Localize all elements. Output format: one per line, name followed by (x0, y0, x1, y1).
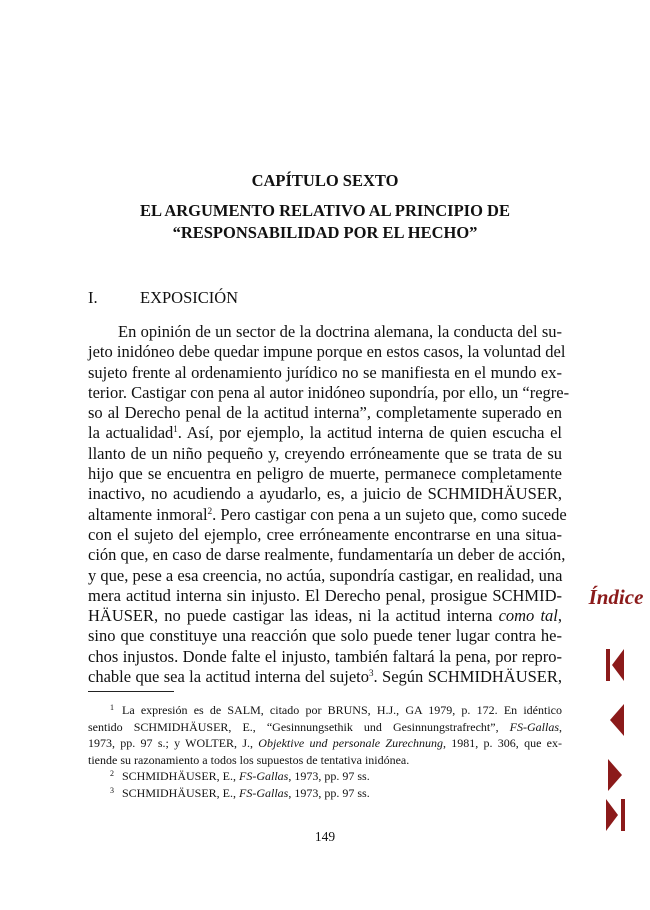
footnotes (88, 702, 562, 802)
footnote-text: SCHMIDHÄUSER, E., (122, 785, 240, 800)
footnote-ref-3[interactable]: 3 (369, 668, 374, 679)
footnote-italic-text: FS-Gallas (509, 719, 559, 734)
body-line (88, 667, 562, 687)
footnote-2-line (88, 768, 562, 785)
body-line: sujeto frente al ordenamiento jurídico no se manifiesta en el mundo ex- (88, 362, 562, 382)
footnote-italic-text: Objektive und personale Zurechnung (258, 736, 443, 751)
last-page-icon (602, 797, 630, 833)
section-title: EXPOSICIÓN (140, 288, 239, 307)
footnote-italic-text: FS-Gallas (239, 785, 289, 800)
footnote-ref-1[interactable]: 1 (173, 424, 178, 435)
body-text: la actualidad (88, 423, 174, 443)
chapter-title-line-1: EL ARGUMENTO RELATIVO AL PRINCIPIO DE (140, 201, 510, 220)
footnote-2-marker: 2 (110, 769, 114, 779)
body-line: y que, pese a esa creencia, no actúa, supondría castigar, en realidad, una (88, 565, 563, 585)
footnote-text: SCHMIDHÄUSER, E., (122, 769, 240, 784)
body-text: HÄUSER, no puede castigar las ideas, ni la actitud interna (88, 606, 499, 626)
body-line (88, 504, 567, 525)
chapter-title-line-2: “RESPONSABILIDAD POR EL HECHO” (172, 223, 478, 242)
next-page-icon (602, 757, 630, 793)
body-line (88, 423, 562, 443)
previous-page-button[interactable] (602, 702, 630, 738)
body-line: terior. Castigar con pena al autor inidóneo supondría, por ello, un “regre- (88, 382, 570, 402)
body-line: con el sujeto del ejemplo, cree erróneamente encontrarse en una situa- (88, 524, 562, 544)
footnote-3-line (88, 785, 562, 802)
body-line: En opinión de un sector de la doctrina alemana, la conducta del su- (118, 322, 562, 341)
page-number: 149 (314, 829, 336, 844)
body-text: . Así, por ejemplo, la actitud interna de quien escucha el (177, 423, 562, 443)
body-paragraph (88, 322, 570, 687)
footnote-text: , (559, 719, 562, 734)
body-line: sino que constituye una reacción que solo puede tener lugar contra he- (88, 626, 562, 646)
body-line: so al Derecho penal de la actitud interna”, completamente superado en (88, 403, 562, 423)
footnote-1-marker: 1 (110, 703, 114, 712)
footnote-text: sentido SCHMIDHÄUSER, E., “Gesinnungsethik und Gesinnungstrafrecht”, (88, 719, 510, 734)
body-line: jeto inidóneo debe quedar impune porque en estos casos, la voluntad del (88, 342, 566, 362)
footnote-text: , 1981, p. 306, que ex- (442, 736, 562, 751)
body-line: llanto de un niño pequeño y, creyendo erróneamente que se trata de su (88, 443, 562, 463)
last-page-button[interactable] (602, 797, 630, 833)
footnote-text: , 1973, pp. 97 ss. (288, 785, 370, 800)
chapter-number: CAPÍTULO SEXTO (251, 171, 399, 190)
first-page-icon (602, 647, 630, 683)
footnote-1-line (88, 702, 562, 719)
footnote-1-line (88, 735, 562, 752)
previous-page-icon (602, 702, 630, 738)
body-line: inactivo, no acudiendo a ayudarlo, es, a juicio de SCHMIDHÄUSER, (88, 484, 562, 504)
side-navigation (582, 585, 650, 610)
footnote-text: La expresión es de SALM, citado por BRUNS, H.J., GA 1979, p. 172. En idéntico (122, 703, 562, 717)
body-line (88, 606, 562, 626)
body-line: chos injustos. Donde falte el injusto, también faltará la pena, por repro- (88, 646, 562, 666)
first-page-button[interactable] (602, 647, 630, 683)
footnote-text: , 1973, pp. 97 ss. (288, 769, 370, 784)
footnote-ref-2[interactable]: 2 (207, 505, 213, 516)
footnote-1-line (88, 719, 562, 736)
footnote-3-marker: 3 (110, 785, 114, 795)
body-line: ción que, en caso de darse realmente, fundamentaría un deber de acción, (88, 545, 566, 565)
next-page-button[interactable] (602, 757, 630, 793)
footnote-separator (88, 691, 174, 692)
footnote-italic-text: FS-Gallas (239, 769, 289, 784)
body-line: hijo que se encuentra en peligro de muerte, permanece completamente (88, 464, 562, 484)
body-text: . Pero castigar con pena a un sujeto que, como sucede (212, 504, 567, 524)
chapter-heading (88, 170, 562, 244)
section-number: I. (88, 288, 98, 307)
footnote-text: 1973, pp. 97 s.; y WOLTER, J., (88, 736, 259, 751)
index-link[interactable]: Índice (588, 585, 644, 609)
body-text: altamente inmoral (88, 504, 208, 524)
body-text: chable que sea la actitud interna del sujeto (88, 667, 369, 687)
body-line: mera actitud interna sin injusto. El Derecho penal, prosigue SCHMID- (88, 585, 562, 605)
section-heading (88, 288, 238, 308)
body-text: . Según SCHMIDHÄUSER, (373, 667, 563, 687)
footnote-1-line: tiende su razonamiento a todos los supuestos de tentativa inidónea. (88, 752, 410, 767)
body-text: , (557, 606, 562, 626)
body-italic-text: como tal (498, 606, 558, 626)
